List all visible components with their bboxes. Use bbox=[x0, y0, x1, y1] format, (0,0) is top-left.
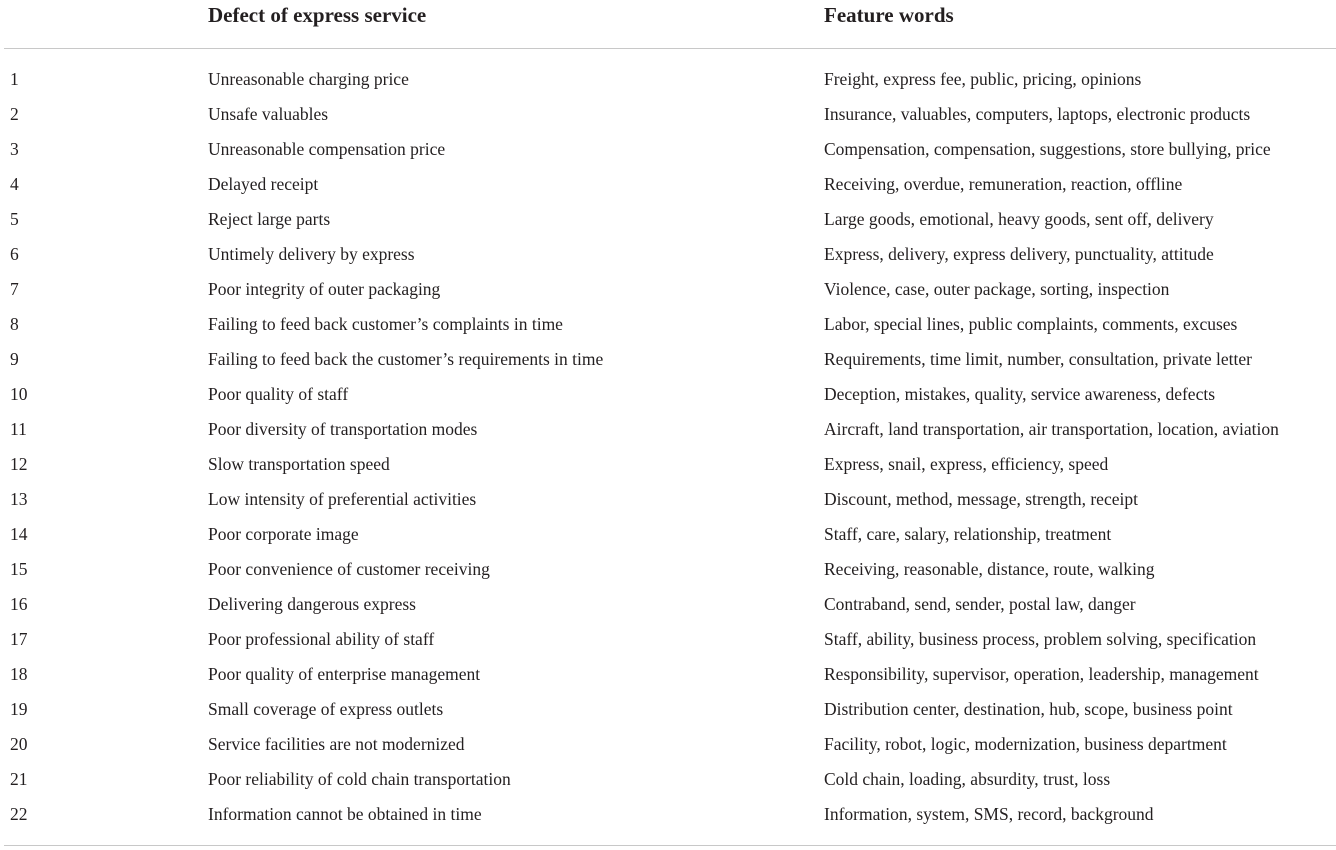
row-number: 8 bbox=[10, 314, 19, 334]
row-number: 7 bbox=[10, 279, 19, 299]
row-feature-words: Discount, method, message, strength, receipt bbox=[824, 489, 1138, 509]
row-number: 4 bbox=[10, 174, 19, 194]
row-defect: Delivering dangerous express bbox=[208, 594, 416, 614]
row-number: 19 bbox=[10, 699, 28, 719]
row-number: 14 bbox=[10, 524, 28, 544]
table-row bbox=[0, 237, 1336, 272]
row-defect: Failing to feed back the customer’s requirements in time bbox=[208, 349, 604, 369]
row-feature-words: Staff, care, salary, relationship, treatment bbox=[824, 524, 1112, 544]
row-feature-words: Labor, special lines, public complaints, comments, excuses bbox=[824, 314, 1238, 334]
row-number: 6 bbox=[10, 244, 19, 264]
row-defect: Small coverage of express outlets bbox=[208, 699, 444, 719]
table-row bbox=[0, 727, 1336, 762]
table-row bbox=[0, 587, 1336, 622]
header-defect: Defect of express service bbox=[208, 3, 427, 27]
row-feature-words: Distribution center, destination, hub, scope, business point bbox=[824, 699, 1233, 719]
row-number: 21 bbox=[10, 769, 28, 789]
table-row bbox=[0, 202, 1336, 237]
row-feature-words: Responsibility, supervisor, operation, leadership, management bbox=[824, 664, 1259, 684]
row-feature-words: Cold chain, loading, absurdity, trust, loss bbox=[824, 769, 1111, 789]
row-feature-words: Freight, express fee, public, pricing, opinions bbox=[824, 69, 1142, 89]
table-body bbox=[0, 62, 1336, 832]
row-feature-words: Large goods, emotional, heavy goods, sent off, delivery bbox=[824, 209, 1214, 229]
row-defect: Delayed receipt bbox=[208, 174, 319, 194]
row-defect: Poor diversity of transportation modes bbox=[208, 419, 478, 439]
row-defect: Poor reliability of cold chain transportation bbox=[208, 769, 511, 789]
row-defect: Poor quality of staff bbox=[208, 384, 349, 404]
table-row bbox=[0, 517, 1336, 552]
row-feature-words: Requirements, time limit, number, consultation, private letter bbox=[824, 349, 1252, 369]
row-defect: Unsafe valuables bbox=[208, 104, 329, 124]
table-row bbox=[0, 272, 1336, 307]
row-defect: Failing to feed back customer’s complaints in time bbox=[208, 314, 563, 334]
table-row bbox=[0, 692, 1336, 727]
row-feature-words: Deception, mistakes, quality, service awareness, defects bbox=[824, 384, 1216, 404]
row-defect: Poor quality of enterprise management bbox=[208, 664, 481, 684]
table-bottom-rule bbox=[4, 845, 1336, 846]
row-number: 18 bbox=[10, 664, 28, 684]
table-row bbox=[0, 797, 1336, 832]
table-header-row bbox=[4, 0, 1336, 49]
row-defect: Service facilities are not modernized bbox=[208, 734, 465, 754]
row-number: 16 bbox=[10, 594, 28, 614]
row-feature-words: Express, snail, express, efficiency, speed bbox=[824, 454, 1109, 474]
row-feature-words: Aircraft, land transportation, air transportation, location, aviation bbox=[824, 419, 1279, 439]
table-row bbox=[0, 132, 1336, 167]
row-feature-words: Information, system, SMS, record, background bbox=[824, 804, 1154, 824]
header-feature-words: Feature words bbox=[824, 3, 954, 27]
row-feature-words: Express, delivery, express delivery, punctuality, attitude bbox=[824, 244, 1214, 264]
row-number: 22 bbox=[10, 804, 28, 824]
row-feature-words: Receiving, overdue, remuneration, reaction, offline bbox=[824, 174, 1183, 194]
table-row bbox=[0, 762, 1336, 797]
row-defect: Reject large parts bbox=[208, 209, 331, 229]
row-defect: Poor corporate image bbox=[208, 524, 359, 544]
row-defect: Slow transportation speed bbox=[208, 454, 390, 474]
table-row bbox=[0, 342, 1336, 377]
row-number: 17 bbox=[10, 629, 28, 649]
row-feature-words: Violence, case, outer package, sorting, inspection bbox=[824, 279, 1170, 299]
row-defect: Information cannot be obtained in time bbox=[208, 804, 482, 824]
table-row bbox=[0, 552, 1336, 587]
table-row bbox=[0, 62, 1336, 97]
row-feature-words: Receiving, reasonable, distance, route, walking bbox=[824, 559, 1155, 579]
row-defect: Untimely delivery by express bbox=[208, 244, 415, 264]
table-row bbox=[0, 377, 1336, 412]
row-defect: Unreasonable charging price bbox=[208, 69, 409, 89]
row-number: 9 bbox=[10, 349, 19, 369]
table-row bbox=[0, 657, 1336, 692]
row-number: 12 bbox=[10, 454, 28, 474]
row-number: 11 bbox=[10, 419, 27, 439]
row-number: 2 bbox=[10, 104, 19, 124]
row-feature-words: Compensation, compensation, suggestions, store bullying, price bbox=[824, 139, 1271, 159]
row-feature-words: Facility, robot, logic, modernization, business department bbox=[824, 734, 1227, 754]
table-row bbox=[0, 482, 1336, 517]
row-feature-words: Staff, ability, business process, problem solving, specification bbox=[824, 629, 1257, 649]
row-number: 13 bbox=[10, 489, 28, 509]
row-defect: Poor professional ability of staff bbox=[208, 629, 435, 649]
row-defect: Poor convenience of customer receiving bbox=[208, 559, 490, 579]
table-row bbox=[0, 412, 1336, 447]
row-feature-words: Insurance, valuables, computers, laptops, electronic products bbox=[824, 104, 1251, 124]
row-defect: Unreasonable compensation price bbox=[208, 139, 446, 159]
table-row bbox=[0, 622, 1336, 657]
row-number: 5 bbox=[10, 209, 19, 229]
table-row bbox=[0, 307, 1336, 342]
table-row bbox=[0, 167, 1336, 202]
row-number: 15 bbox=[10, 559, 28, 579]
table-row bbox=[0, 447, 1336, 482]
table-row bbox=[0, 97, 1336, 132]
row-defect: Low intensity of preferential activities bbox=[208, 489, 477, 509]
row-number: 1 bbox=[10, 69, 19, 89]
row-defect: Poor integrity of outer packaging bbox=[208, 279, 441, 299]
row-number: 3 bbox=[10, 139, 19, 159]
row-number: 10 bbox=[10, 384, 28, 404]
row-feature-words: Contraband, send, sender, postal law, danger bbox=[824, 594, 1136, 614]
row-number: 20 bbox=[10, 734, 28, 754]
